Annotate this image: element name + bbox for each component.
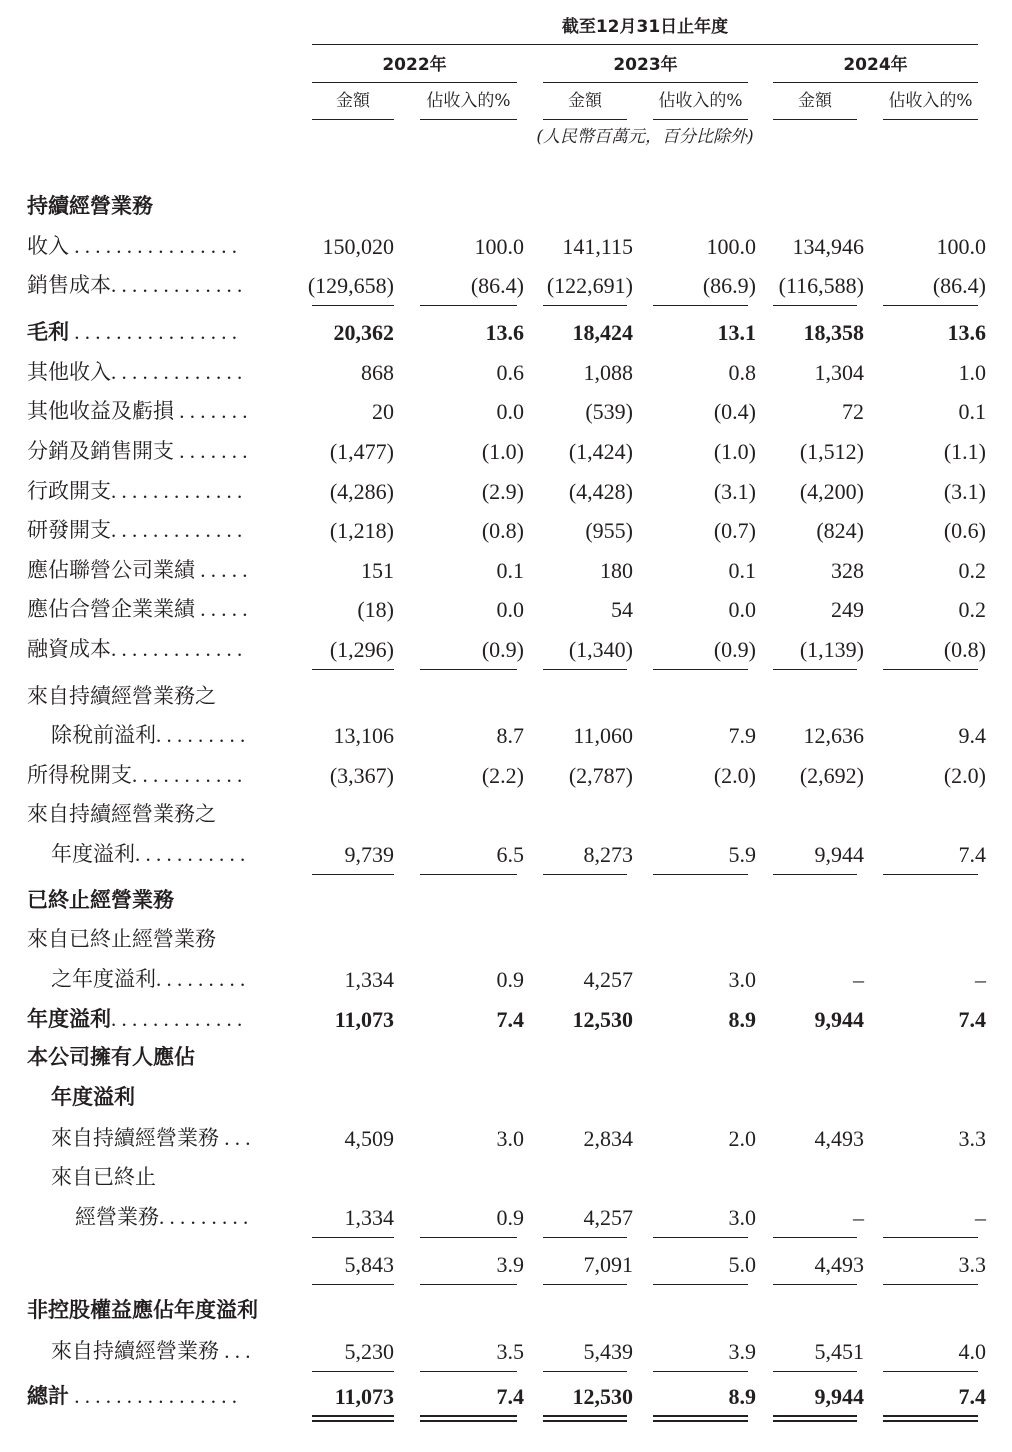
value-cell: 8.9: [728, 1384, 756, 1409]
value-cell: (1.0): [713, 439, 756, 464]
value-cell: 3.0: [496, 1126, 524, 1151]
value-cell: 1.0: [958, 360, 986, 385]
value-cell: 18,358: [803, 320, 864, 345]
value-cell: 1,304: [814, 360, 864, 385]
value-cell: 2.0: [728, 1126, 756, 1151]
row-label: [27, 275, 242, 296]
value-cell: 4,257: [583, 1205, 633, 1230]
row-label: [27, 639, 242, 660]
leader-dots: . . . . . . . . . . . . . . . .: [69, 1384, 237, 1408]
value-cell: 5,451: [814, 1339, 864, 1364]
col-amount-2024: 金額: [798, 91, 832, 111]
value-cell: 20,362: [333, 320, 394, 345]
row-label-text: 來自已終止經營業務: [27, 927, 216, 951]
value-cell: 13.6: [947, 320, 986, 345]
leader-dots: . . .: [219, 1126, 251, 1150]
year-underline: [773, 82, 978, 83]
value-cell: –: [975, 1205, 986, 1230]
row-label: [51, 1087, 135, 1108]
value-cell: 3.9: [496, 1252, 524, 1277]
value-cell: 0.9: [496, 1205, 524, 1230]
total-double-underline: [420, 1415, 517, 1422]
leader-dots: . . . . . . . . . . . . .: [111, 1007, 243, 1031]
value-cell: 1,334: [344, 967, 394, 992]
row-label-text: 年度溢利: [51, 1085, 135, 1109]
value-cell: 12,530: [572, 1007, 633, 1032]
leader-dots: . . .: [219, 1339, 251, 1363]
row-label: [27, 520, 242, 541]
row-label: [27, 196, 153, 217]
col-underline: [312, 119, 394, 120]
value-cell: 3.0: [728, 967, 756, 992]
value-cell: (86.9): [702, 273, 756, 298]
subtotal-underline: [420, 1284, 517, 1285]
value-cell: (86.4): [932, 273, 986, 298]
value-cell: –: [975, 967, 986, 992]
value-cell: (0.8): [943, 637, 986, 662]
value-cell: 868: [361, 360, 394, 385]
row-label: [27, 1009, 242, 1030]
value-cell: 0.8: [728, 360, 756, 385]
row-label: [27, 362, 242, 383]
leader-dots: . . . . . . . . . . . . .: [111, 479, 243, 503]
subtotal-underline: [773, 1284, 857, 1285]
row-label: [27, 1300, 258, 1321]
row-label-text: 其他收益及虧損: [27, 399, 174, 423]
leader-dots: . . . . . . .: [174, 399, 248, 423]
value-cell: (3,367): [329, 763, 394, 788]
value-cell: 0.2: [958, 558, 986, 583]
value-cell: 0.1: [496, 558, 524, 583]
value-cell: 13,106: [333, 723, 394, 748]
row-label-text: 分銷及銷售開支: [27, 439, 174, 463]
value-cell: 5,230: [344, 1339, 394, 1364]
value-cell: –: [853, 1205, 864, 1230]
value-cell: (2,787): [568, 763, 633, 788]
row-label: [27, 322, 237, 343]
row-label: [51, 1167, 156, 1188]
row-label-text: 來自持續經營業務: [51, 1126, 219, 1150]
value-cell: 328: [831, 558, 864, 583]
row-label: [27, 765, 242, 786]
subtotal-underline: [653, 1371, 748, 1372]
row-label: [27, 441, 248, 462]
row-label-text: 來自持續經營業務之: [27, 802, 216, 826]
subtotal-underline: [773, 874, 857, 875]
subtotal-underline: [773, 1371, 857, 1372]
col-underline: [653, 119, 748, 120]
subtotal-underline: [883, 874, 978, 875]
period-underline: [312, 44, 978, 45]
subtotal-underline: [312, 1371, 394, 1372]
subtotal-underline: [312, 1237, 394, 1238]
value-cell: 100.0: [936, 234, 986, 259]
value-cell: 0.1: [958, 399, 986, 424]
row-label-text: 除稅前溢利: [51, 723, 156, 747]
col-underline: [773, 119, 857, 120]
value-cell: (0.4): [713, 399, 756, 424]
value-cell: (539): [585, 399, 633, 424]
subtotal-underline: [312, 1284, 394, 1285]
row-label-text: 來自持續經營業務: [51, 1339, 219, 1363]
value-cell: 9,944: [814, 842, 864, 867]
leader-dots: . . . . . . . . .: [156, 967, 246, 991]
row-label-text: 行政開支: [27, 479, 111, 503]
value-cell: (1,296): [329, 637, 394, 662]
value-cell: (1,512): [799, 439, 864, 464]
subtotal-underline: [312, 305, 394, 306]
row-label-text: 總計: [27, 1384, 69, 1408]
value-cell: 11,060: [573, 723, 633, 748]
subtotal-underline: [883, 1237, 978, 1238]
row-label-text: 銷售成本: [27, 273, 111, 297]
value-cell: (1.1): [943, 439, 986, 464]
value-cell: (3.1): [713, 479, 756, 504]
leader-dots: . . . . . . . . . . . . . . . .: [69, 320, 237, 344]
value-cell: 9,944: [814, 1384, 864, 1409]
value-cell: 150,020: [322, 234, 394, 259]
row-label-text: 年度溢利: [51, 842, 135, 866]
value-cell: 5.0: [728, 1252, 756, 1277]
row-label-text: 其他收入: [27, 360, 111, 384]
row-label: [75, 1207, 248, 1228]
value-cell: 7.4: [496, 1007, 524, 1032]
value-cell: 0.6: [496, 360, 524, 385]
value-cell: (955): [585, 518, 633, 543]
row-label-text: 研發開支: [27, 518, 111, 542]
subtotal-underline: [543, 874, 627, 875]
value-cell: (18): [357, 597, 394, 622]
subtotal-underline: [653, 1284, 748, 1285]
value-cell: (122,691): [546, 273, 633, 298]
value-cell: 7.4: [958, 1007, 986, 1032]
value-cell: 8,273: [583, 842, 633, 867]
value-cell: 13.1: [717, 320, 756, 345]
subtotal-underline: [543, 1237, 627, 1238]
value-cell: 0.0: [496, 597, 524, 622]
value-cell: 9,944: [814, 1007, 864, 1032]
row-label: [27, 1386, 237, 1407]
subtotal-underline: [883, 305, 978, 306]
row-label: [51, 969, 245, 990]
subtotal-underline: [773, 669, 857, 670]
leader-dots: . . . . . . . . . . . . .: [111, 637, 243, 661]
row-label: [27, 401, 248, 422]
value-cell: (2.0): [943, 763, 986, 788]
total-double-underline: [312, 1415, 394, 1422]
subtotal-underline: [543, 305, 627, 306]
row-label-text: 之年度溢利: [51, 967, 156, 991]
value-cell: 9.4: [958, 723, 986, 748]
col-pct-2024: 佔收入的%: [888, 91, 973, 111]
value-cell: 4,493: [814, 1126, 864, 1151]
subtotal-underline: [543, 669, 627, 670]
col-underline: [420, 119, 517, 120]
col-underline: [883, 119, 978, 120]
subtotal-underline: [312, 669, 394, 670]
col-amount-2022: 金額: [336, 91, 370, 111]
col-pct-2023: 佔收入的%: [658, 91, 743, 111]
leader-dots: . . . . .: [195, 597, 248, 621]
row-label-text: 經營業務: [75, 1205, 159, 1229]
value-cell: 3.9: [728, 1339, 756, 1364]
value-cell: (86.4): [470, 273, 524, 298]
subtotal-underline: [773, 1237, 857, 1238]
total-double-underline: [883, 1415, 978, 1422]
leader-dots: . . . . . . . . . . . . .: [111, 360, 243, 384]
value-cell: (129,658): [307, 273, 394, 298]
subtotal-underline: [653, 305, 748, 306]
col-underline: [543, 119, 627, 120]
value-cell: 8.9: [728, 1007, 756, 1032]
row-label: [27, 236, 237, 257]
value-cell: 5,439: [583, 1339, 633, 1364]
subtotal-underline: [420, 874, 517, 875]
row-label-text: 融資成本: [27, 637, 111, 661]
subtotal-underline: [883, 1284, 978, 1285]
year-2024-header: 2024年: [843, 55, 908, 75]
leader-dots: . . . . . . . . .: [159, 1205, 249, 1229]
value-cell: 20: [372, 399, 394, 424]
value-cell: 7.4: [958, 842, 986, 867]
year-2023-header: 2023年: [613, 55, 678, 75]
value-cell: (4,286): [329, 479, 394, 504]
leader-dots: . . . . . . . . . . . . . . . .: [69, 234, 237, 258]
value-cell: 12,636: [803, 723, 864, 748]
total-double-underline: [773, 1415, 857, 1422]
value-cell: (0.9): [481, 637, 524, 662]
value-cell: 100.0: [706, 234, 756, 259]
row-label: [27, 929, 216, 950]
value-cell: (2,692): [799, 763, 864, 788]
leader-dots: . . . . . . . . . . . . .: [111, 273, 243, 297]
value-cell: (0.7): [713, 518, 756, 543]
value-cell: (0.6): [943, 518, 986, 543]
value-cell: (2.0): [713, 763, 756, 788]
value-cell: 141,115: [562, 234, 633, 259]
value-cell: (1,139): [799, 637, 864, 662]
row-label-text: 年度溢利: [27, 1007, 111, 1031]
subtotal-underline: [543, 1371, 627, 1372]
value-cell: 8.7: [496, 723, 524, 748]
row-label: [27, 686, 216, 707]
row-label: [27, 1047, 195, 1068]
value-cell: 4,493: [814, 1252, 864, 1277]
value-cell: (1,424): [568, 439, 633, 464]
value-cell: 54: [611, 597, 633, 622]
value-cell: 1,334: [344, 1205, 394, 1230]
unit-note: (人民幣百萬元，百分比除外): [536, 127, 754, 147]
value-cell: 0.9: [496, 967, 524, 992]
subtotal-underline: [420, 305, 517, 306]
row-label: [27, 804, 216, 825]
value-cell: 7.9: [728, 723, 756, 748]
row-label-text: 本公司擁有人應佔: [27, 1045, 195, 1069]
leader-dots: . . . . .: [195, 558, 248, 582]
value-cell: 249: [831, 597, 864, 622]
leader-dots: . . . . . . . . . . .: [135, 842, 246, 866]
subtotal-underline: [653, 1237, 748, 1238]
row-label: [51, 1128, 251, 1149]
leader-dots: . . . . . . . . . . . . .: [111, 518, 243, 542]
value-cell: (2.2): [481, 763, 524, 788]
row-label-text: 持續經營業務: [27, 194, 153, 218]
value-cell: (2.9): [481, 479, 524, 504]
row-label-text: 來自持續經營業務之: [27, 684, 216, 708]
total-double-underline: [543, 1415, 627, 1422]
subtotal-underline: [653, 669, 748, 670]
subtotal-underline: [773, 305, 857, 306]
value-cell: 3.3: [958, 1126, 986, 1151]
value-cell: 180: [600, 558, 633, 583]
value-cell: 7,091: [583, 1252, 633, 1277]
leader-dots: . . . . . . .: [174, 439, 248, 463]
row-label-text: 毛利: [27, 320, 69, 344]
value-cell: –: [853, 967, 864, 992]
value-cell: 0.1: [728, 558, 756, 583]
value-cell: 4,509: [344, 1126, 394, 1151]
value-cell: 12,530: [572, 1384, 633, 1409]
subtotal-underline: [420, 1237, 517, 1238]
value-cell: 3.3: [958, 1252, 986, 1277]
row-label-text: 來自已終止: [51, 1165, 156, 1189]
subtotal-underline: [883, 669, 978, 670]
value-cell: 11,073: [334, 1384, 394, 1409]
value-cell: (0.9): [713, 637, 756, 662]
row-label-text: 應佔合營企業業績: [27, 597, 195, 621]
row-label-text: 已終止經營業務: [27, 888, 174, 912]
value-cell: 0.2: [958, 597, 986, 622]
value-cell: 3.5: [496, 1339, 524, 1364]
leader-dots: . . . . . . . . . . .: [132, 763, 243, 787]
row-label: [27, 599, 248, 620]
value-cell: 151: [361, 558, 394, 583]
value-cell: 6.5: [496, 842, 524, 867]
row-label-text: 收入: [27, 234, 69, 258]
row-label-text: 非控股權益應佔年度溢利: [27, 1298, 258, 1322]
row-label: [51, 725, 245, 746]
value-cell: (1,340): [568, 637, 633, 662]
value-cell: 2,834: [583, 1126, 633, 1151]
row-label-text: 所得稅開支: [27, 763, 132, 787]
subtotal-underline: [420, 1371, 517, 1372]
value-cell: 4.0: [958, 1339, 986, 1364]
value-cell: 13.6: [485, 320, 524, 345]
subtotal-underline: [420, 669, 517, 670]
value-cell: (0.8): [481, 518, 524, 543]
value-cell: (1,218): [329, 518, 394, 543]
value-cell: 5.9: [728, 842, 756, 867]
value-cell: 134,946: [792, 234, 864, 259]
row-label-text: 應佔聯營公司業績: [27, 558, 195, 582]
value-cell: (4,200): [799, 479, 864, 504]
col-pct-2022: 佔收入的%: [426, 91, 511, 111]
value-cell: (116,588): [778, 273, 864, 298]
value-cell: (1,477): [329, 439, 394, 464]
value-cell: 5,843: [344, 1252, 394, 1277]
value-cell: 100.0: [474, 234, 524, 259]
value-cell: 18,424: [572, 320, 633, 345]
year-underline: [312, 82, 517, 83]
year-underline: [543, 82, 748, 83]
value-cell: 72: [842, 399, 864, 424]
col-amount-2023: 金額: [568, 91, 602, 111]
leader-dots: . . . . . . . . .: [156, 723, 246, 747]
subtotal-underline: [883, 1371, 978, 1372]
value-cell: 1,088: [583, 360, 633, 385]
value-cell: 11,073: [334, 1007, 394, 1032]
subtotal-underline: [543, 1284, 627, 1285]
value-cell: 3.0: [728, 1205, 756, 1230]
value-cell: (1.0): [481, 439, 524, 464]
row-label: [51, 1341, 251, 1362]
subtotal-underline: [653, 874, 748, 875]
year-2022-header: 2022年: [382, 55, 447, 75]
row-label: [27, 560, 248, 581]
value-cell: 0.0: [496, 399, 524, 424]
row-label: [27, 890, 174, 911]
subtotal-underline: [312, 874, 394, 875]
value-cell: (824): [816, 518, 864, 543]
value-cell: (3.1): [943, 479, 986, 504]
value-cell: 9,739: [344, 842, 394, 867]
row-label: [27, 481, 242, 502]
value-cell: 0.0: [728, 597, 756, 622]
value-cell: (4,428): [568, 479, 633, 504]
total-double-underline: [653, 1415, 748, 1422]
value-cell: 4,257: [583, 967, 633, 992]
period-header: 截至12月31日止年度: [561, 17, 729, 37]
value-cell: 7.4: [496, 1384, 524, 1409]
row-label: [51, 844, 245, 865]
value-cell: 7.4: [958, 1384, 986, 1409]
